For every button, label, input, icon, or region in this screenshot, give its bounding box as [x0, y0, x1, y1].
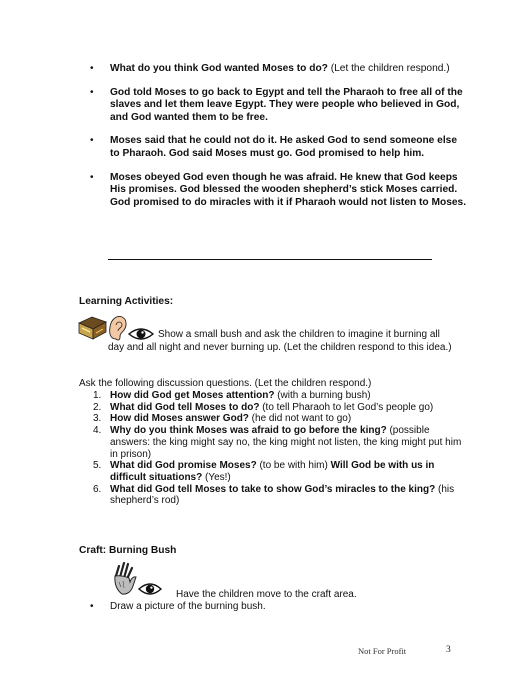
- discussion-question-list: [93, 390, 463, 507]
- list-item: [88, 87, 468, 125]
- question-number: 4.: [93, 425, 102, 437]
- question-bold-text: What did God tell Moses to do?: [110, 401, 260, 413]
- question-followup-answer-text: (Yes!): [202, 471, 231, 483]
- craft-heading: Craft: Burning Bush: [79, 545, 177, 556]
- question-bold-text: How did Moses answer God?: [110, 413, 249, 425]
- learning-text-rest: day and all night and never burning up. (Let the children respond to this idea.): [108, 342, 452, 354]
- question-bold-text: What did God tell Moses to take to show God’s miracles to the king?: [110, 483, 436, 495]
- bullet-dot: •: [90, 86, 94, 98]
- question-number: 6.: [93, 483, 102, 495]
- question-number: 2.: [93, 401, 102, 413]
- question-answer-text: (to tell Pharaoh to let God’s people go): [259, 401, 434, 413]
- craft-icons: [112, 562, 162, 598]
- list-item: [88, 172, 468, 210]
- book-icon: [79, 317, 106, 339]
- bullet-dot: •: [90, 601, 94, 612]
- list-item: [93, 425, 463, 460]
- bullet-bold-text: God told Moses to go back to Egypt and tell the Pharaoh to free all of the slaves and let them leave Egypt. They were people who believed in God, and God wanted them to be free.: [110, 86, 463, 123]
- list-item: [88, 135, 468, 160]
- question-number: 3.: [93, 413, 102, 425]
- question-number: 1.: [93, 390, 102, 401]
- page-number: 3: [446, 645, 451, 655]
- list-item: [93, 390, 463, 402]
- story-bullet-list: [88, 63, 468, 220]
- craft-instruction: Have the children move to the craft area.: [176, 589, 357, 600]
- question-answer-text: (his shepherd’s rod): [110, 483, 455, 507]
- bullet-dot: •: [90, 135, 94, 147]
- question-answer-text: (with a burning bush): [274, 390, 371, 401]
- question-followup-bold-text: Will God be with us in difficult situations?: [110, 460, 435, 483]
- divider-rule: [108, 259, 432, 260]
- bullet-bold-text: Moses obeyed God even though he was afraid. He knew that God keeps His promises. God blessed the wooden shepherd’s stick Moses carried. God promised to do miracles with it if Pharaoh would not listen to Moses.: [110, 171, 467, 208]
- list-item: [93, 460, 463, 483]
- eye-icon: [139, 584, 161, 594]
- question-number: 5.: [93, 460, 102, 472]
- bullet-bold-text: Moses said that he could not do it. He asked God to send someone else to Pharaoh. God said Moses must go. God promised to help him.: [110, 135, 458, 159]
- list-item: [93, 413, 463, 425]
- bullet-dot: •: [90, 63, 94, 74]
- learning-text-first-line: Show a small bush and ask the children to imagine it burning all: [158, 329, 440, 340]
- list-item: [93, 484, 463, 507]
- craft-bullet-text: Draw a picture of the burning bush.: [110, 601, 266, 612]
- bullet-dot: •: [90, 171, 94, 183]
- bullet-normal-text: (Let the children respond.): [327, 63, 450, 74]
- question-answer-text: (to be with him): [256, 460, 331, 472]
- list-item: [88, 63, 468, 76]
- question-bold-text: Why do you think Moses was afraid to go before the king?: [110, 425, 387, 437]
- discussion-intro: Ask the following discussion questions. (Let the children respond.): [79, 378, 372, 389]
- list-item: [88, 601, 266, 612]
- question-bold-text: How did God get Moses attention?: [110, 390, 275, 401]
- bullet-bold-text: What do you think God wanted Moses to do?: [110, 63, 328, 74]
- learning-paragraph: [108, 328, 458, 354]
- question-bold-text: What did God promise Moses?: [110, 460, 257, 472]
- list-item: [93, 402, 463, 414]
- hand-icon: [115, 563, 136, 594]
- footer-text: Not For Profit: [358, 646, 407, 656]
- learning-activities-heading: Learning Activities:: [79, 296, 174, 307]
- question-answer-text: (possible answers: the king might say no, the king might not listen, the king might put him in prison): [110, 425, 462, 460]
- question-answer-text: (he did not want to go): [248, 413, 352, 425]
